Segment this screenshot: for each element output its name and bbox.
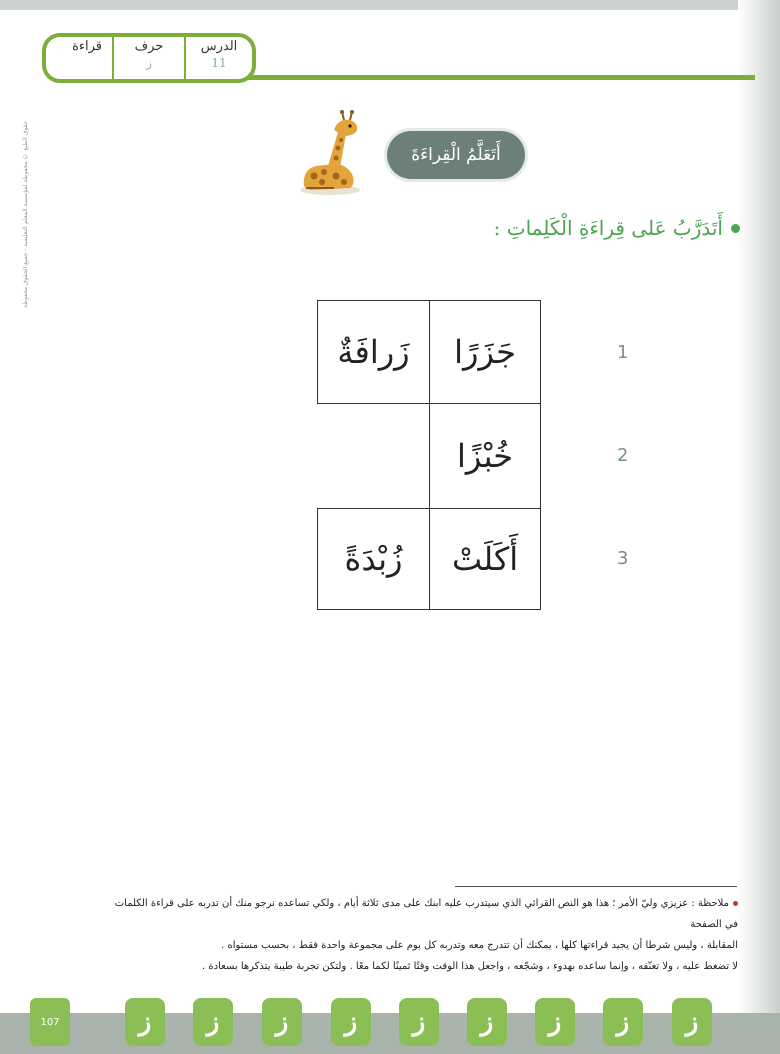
- instruction: [494, 216, 740, 240]
- word-cell-1b: [317, 300, 430, 404]
- letter-value: ز: [146, 56, 152, 70]
- letter-tile: ز: [262, 998, 302, 1046]
- letter-tile: ز: [672, 998, 712, 1046]
- bullet-icon: [731, 224, 740, 233]
- row-number-2: 2: [617, 445, 629, 466]
- letter-tile: ز: [125, 998, 165, 1046]
- giraffe-illustration: [294, 104, 364, 196]
- letter-tile: ز: [331, 998, 371, 1046]
- note-divider: [455, 886, 737, 887]
- word-text: زَرافَةٌ: [337, 333, 410, 371]
- letter-tile: ز: [399, 998, 439, 1046]
- reading-label: قراءة: [72, 39, 102, 54]
- note-bullet-icon: [733, 901, 738, 906]
- lesson-cell: [184, 37, 252, 79]
- letter-cell: [112, 37, 184, 79]
- section-title: أَتَعَلَّمُ الْقِراءَةَ: [387, 131, 525, 179]
- lesson-header: [42, 33, 256, 83]
- row-number-1: 1: [617, 342, 629, 363]
- parent-note: [108, 893, 738, 977]
- note-line-2: المقابلة ، وليس شرطا أن يجيد قراءتها كلها ، يمكنك أن تتدرج معه وتدربه كل يوم على مجموعة واحدة فقط ، بحسب مستواه .: [221, 940, 738, 951]
- word-text: خُبْزًا: [457, 437, 513, 475]
- word-text: جَزَرًا: [454, 333, 516, 371]
- top-page-shadow: [0, 0, 780, 10]
- word-cell-1a: [429, 300, 541, 404]
- word-cell-3a: [429, 508, 541, 610]
- instruction-text: أَتَدَرَّبُ عَلى قِراءَةِ الْكَلِماتِ :: [493, 216, 723, 240]
- footer-bar: [0, 1013, 780, 1054]
- lesson-number: 11: [211, 56, 227, 70]
- word-cell-3b: [317, 508, 430, 610]
- lesson-label: الدرس: [200, 39, 238, 54]
- letter-tile: ز: [193, 998, 233, 1046]
- letter-tile: ز: [467, 998, 507, 1046]
- page-number: 107: [30, 998, 70, 1046]
- letter-tile: ز: [535, 998, 575, 1046]
- word-text: زُبْدَةً: [344, 540, 403, 578]
- letter-label: حرف: [134, 39, 164, 54]
- note-line-3: لا تضغط عليه ، ولا تعنّفه ، وإنما ساعده بهدوء ، وشجّعه ، واجعل هذا الوقت وقتًا ثمينًا لكما معًا . ولتكن تجربة طيبة يتذكرها بسعادة .: [202, 961, 738, 972]
- header-rule: [245, 75, 755, 80]
- letter-tile: ز: [603, 998, 643, 1046]
- word-cell-2a: [429, 403, 541, 509]
- copyright-side-text: حقوق الطبع © محفوظة لمؤسسة المعلم التعليمية - جميع الحقوق محفوظة: [22, 120, 29, 308]
- reading-cell: [46, 37, 112, 79]
- note-line-1: ملاحظة : عزيزي وليّ الأمر ؛ هذا هو النص القرائي الذي سيتدرب عليه ابنك على مدى ثلاثة أيام ، ولكي تساعده نرجو منك أن تدربه على قراءة الكلمات في الصفحة: [114, 898, 738, 930]
- page-binding-shadow: [738, 0, 780, 1054]
- word-text: أَكَلَتْ: [451, 540, 519, 578]
- row-number-3: 3: [617, 548, 629, 569]
